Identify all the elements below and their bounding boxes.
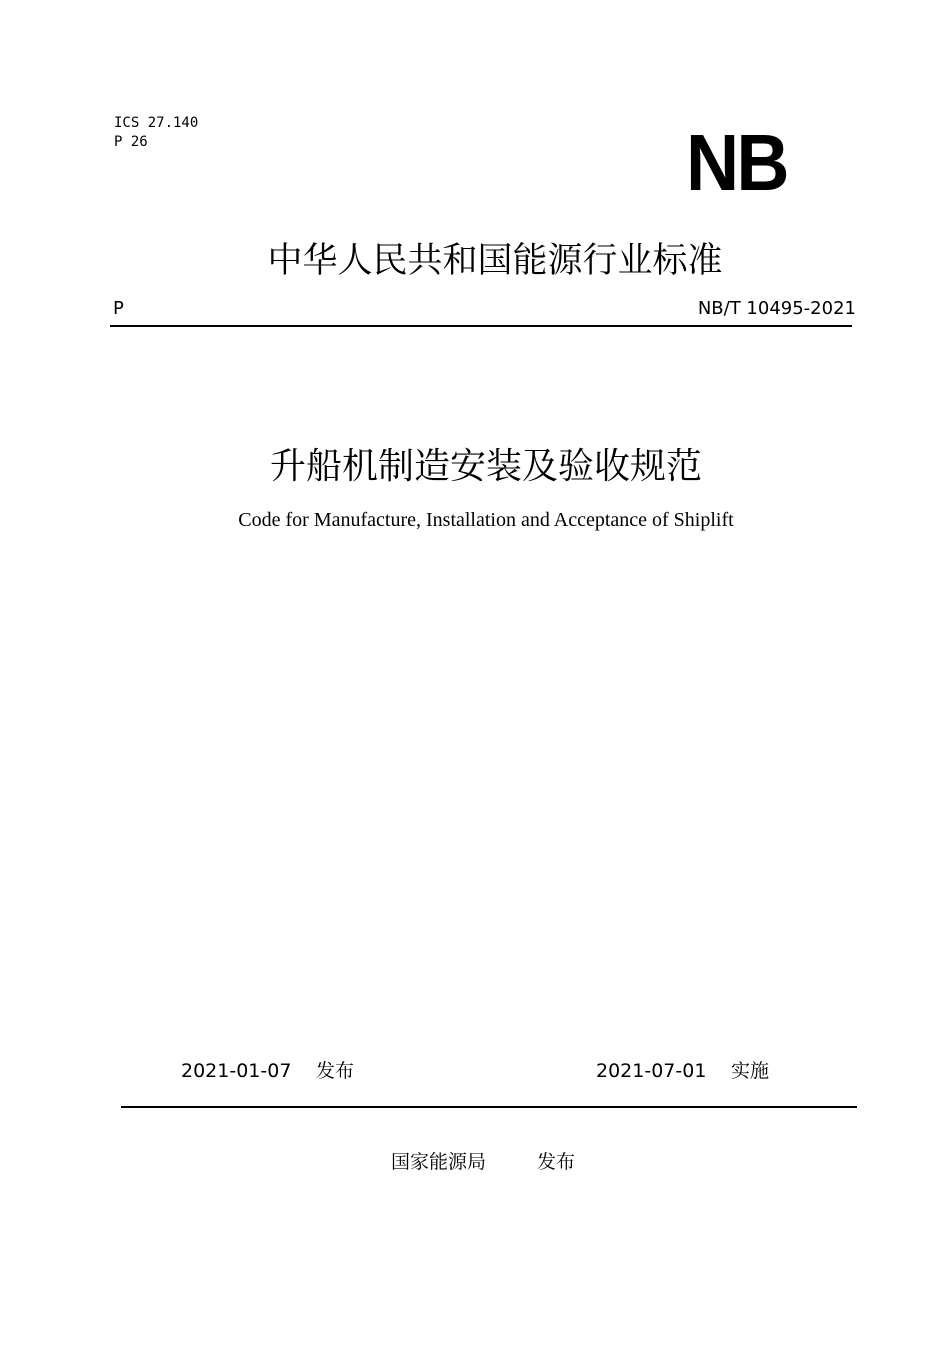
top-divider	[110, 325, 852, 327]
ccs-code: P 26	[114, 134, 148, 150]
bottom-divider	[121, 1106, 857, 1108]
document-title-zh: 升船机制造安装及验收规范	[269, 446, 702, 487]
implementation-date: 2021-07-01	[596, 1060, 707, 1082]
document-title-en: Code for Manufacture, Installation and Acceptance of Shiplift	[238, 509, 734, 531]
standard-number: NB/T 10495-2021	[697, 298, 856, 319]
publisher: 国家能源局	[391, 1151, 487, 1173]
standard-category: P	[113, 298, 124, 319]
nb-logo: NB	[686, 118, 787, 207]
issue-date: 2021-01-07	[181, 1060, 292, 1082]
issue-label: 发布	[316, 1060, 355, 1082]
ics-code: ICS 27.140	[114, 115, 199, 131]
implementation-label: 实施	[731, 1060, 770, 1082]
publisher-action: 发布	[537, 1151, 576, 1173]
standard-title: 中华人民共和国能源行业标准	[267, 241, 723, 281]
